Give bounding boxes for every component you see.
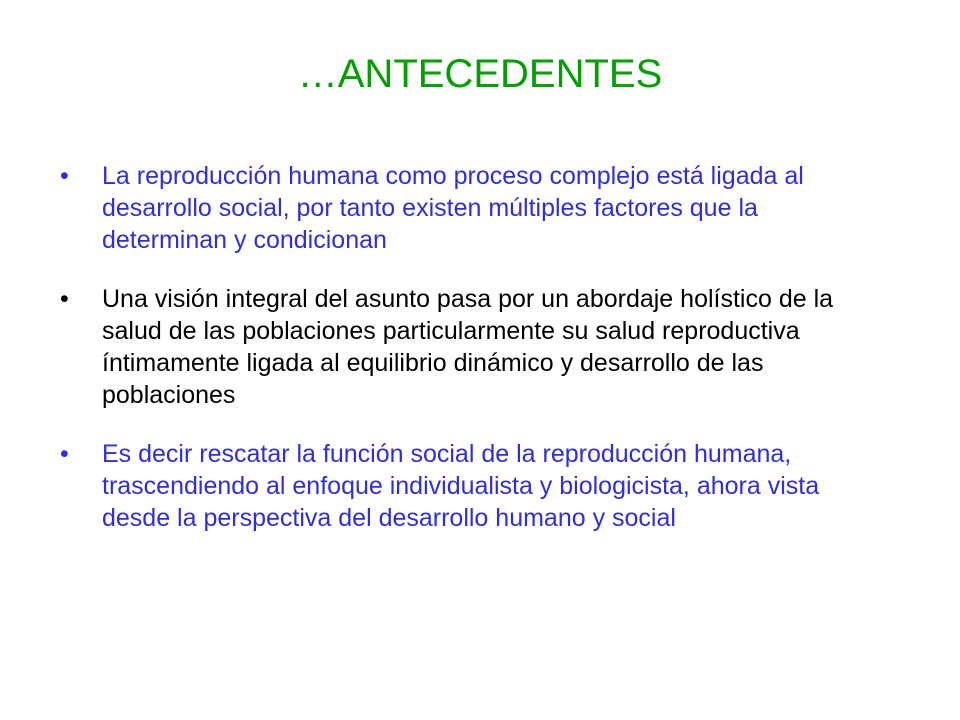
bullet-item-1 xyxy=(60,160,880,256)
bullet-text: La reproducción humana como proceso complejo está ligada al desarrollo social, por tanto existen múltiples factores que la determinan y condicionan xyxy=(102,162,804,254)
bullet-list xyxy=(60,160,880,561)
bullet-dot-icon: • xyxy=(60,162,69,190)
bullet-dot-icon: • xyxy=(60,285,69,313)
bullet-text: Es decir rescatar la función social de la reproducción humana, trascendiendo al enfoque individualista y biologicista, ahora vista desde la perspectiva del desarrollo humano y social xyxy=(102,440,820,532)
slide-title: …ANTECEDENTES xyxy=(297,52,663,96)
bullet-item-3 xyxy=(60,438,880,534)
bullet-item-2 xyxy=(60,283,880,411)
bullet-text: Una visión integral del asunto pasa por un abordaje holístico de la salud de las poblaciones particularmente su salud reproductiva íntimamente ligada al equilibrio dinámico y desarrollo de las poblaciones xyxy=(102,285,834,409)
bullet-dot-icon: • xyxy=(60,440,69,468)
